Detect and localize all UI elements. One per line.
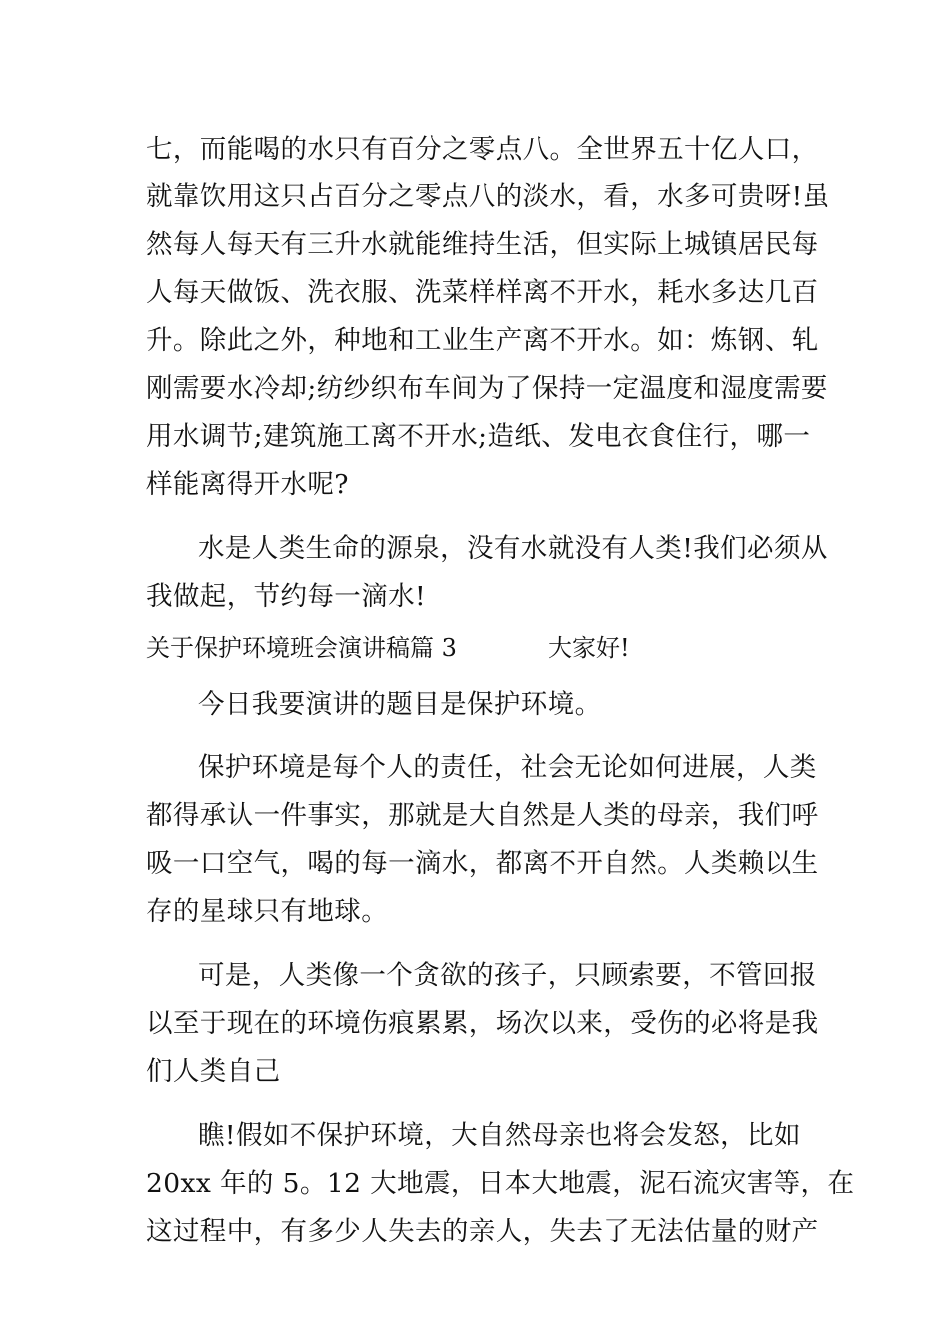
paragraph-line: 这过程中，有多少人失去的亲人，失去了无法估量的财产 — [146, 1216, 819, 1247]
paragraph-line: 用水调节;建筑施工离不开水;造纸、发电衣食住行，哪一 — [146, 421, 811, 452]
paragraph-line: 吸一口空气，喝的每一滴水，都离不开自然。人类赖以生 — [146, 848, 819, 879]
paragraph-line: 刚需要水冷却;纺纱织布车间为了保持一定温度和湿度需要 — [146, 373, 828, 404]
paragraph-line: 然每人每天有三升水就能维持生活，但实际上城镇居民每 — [146, 229, 819, 260]
paragraph-line: 以至于现在的环境伤痕累累，场次以来，受伤的必将是我 — [146, 1008, 819, 1039]
paragraph-line: 们人类自己 — [146, 1056, 281, 1087]
paragraph-line: 瞧!假如不保护环境，大自然母亲也将会发怒，比如 — [198, 1120, 801, 1151]
paragraph-line: 升。除此之外，种地和工业生产离不开水。如：炼钢、轧 — [146, 325, 819, 356]
paragraph-line: 人每天做饭、洗衣服、洗菜样样离不开水，耗水多达几百 — [146, 277, 819, 308]
paragraph-line: 我做起，节约每一滴水! — [146, 581, 427, 612]
paragraph-line: 20xx 年的 5。12 大地震，日本大地震，泥石流灾害等，在 — [146, 1168, 855, 1199]
paragraph-line: 都得承认一件事实，那就是大自然是人类的母亲，我们呼 — [146, 800, 819, 831]
paragraph-line: 样能离得开水呢? — [146, 469, 349, 500]
greeting-text: 大家好! — [548, 634, 630, 662]
paragraph-line: 今日我要演讲的题目是保护环境。 — [198, 689, 602, 720]
paragraph-line: 就靠饮用这只占百分之零点八的淡水，看，水多可贵呀!虽 — [146, 181, 830, 212]
paragraph-line: 水是人类生命的源泉，没有水就没有人类!我们必须从 — [198, 533, 828, 564]
section-heading: 关于保护环境班会演讲稿篇 3 — [146, 634, 457, 662]
paragraph-line: 保护环境是每个人的责任，社会无论如何进展，人类 — [198, 752, 817, 783]
paragraph-line: 可是，人类像一个贪欲的孩子，只顾索要，不管回报 — [198, 960, 817, 991]
paragraph-line: 存的星球只有地球。 — [146, 896, 389, 927]
paragraph-line: 七，而能喝的水只有百分之零点八。全世界五十亿人口， — [146, 134, 819, 165]
